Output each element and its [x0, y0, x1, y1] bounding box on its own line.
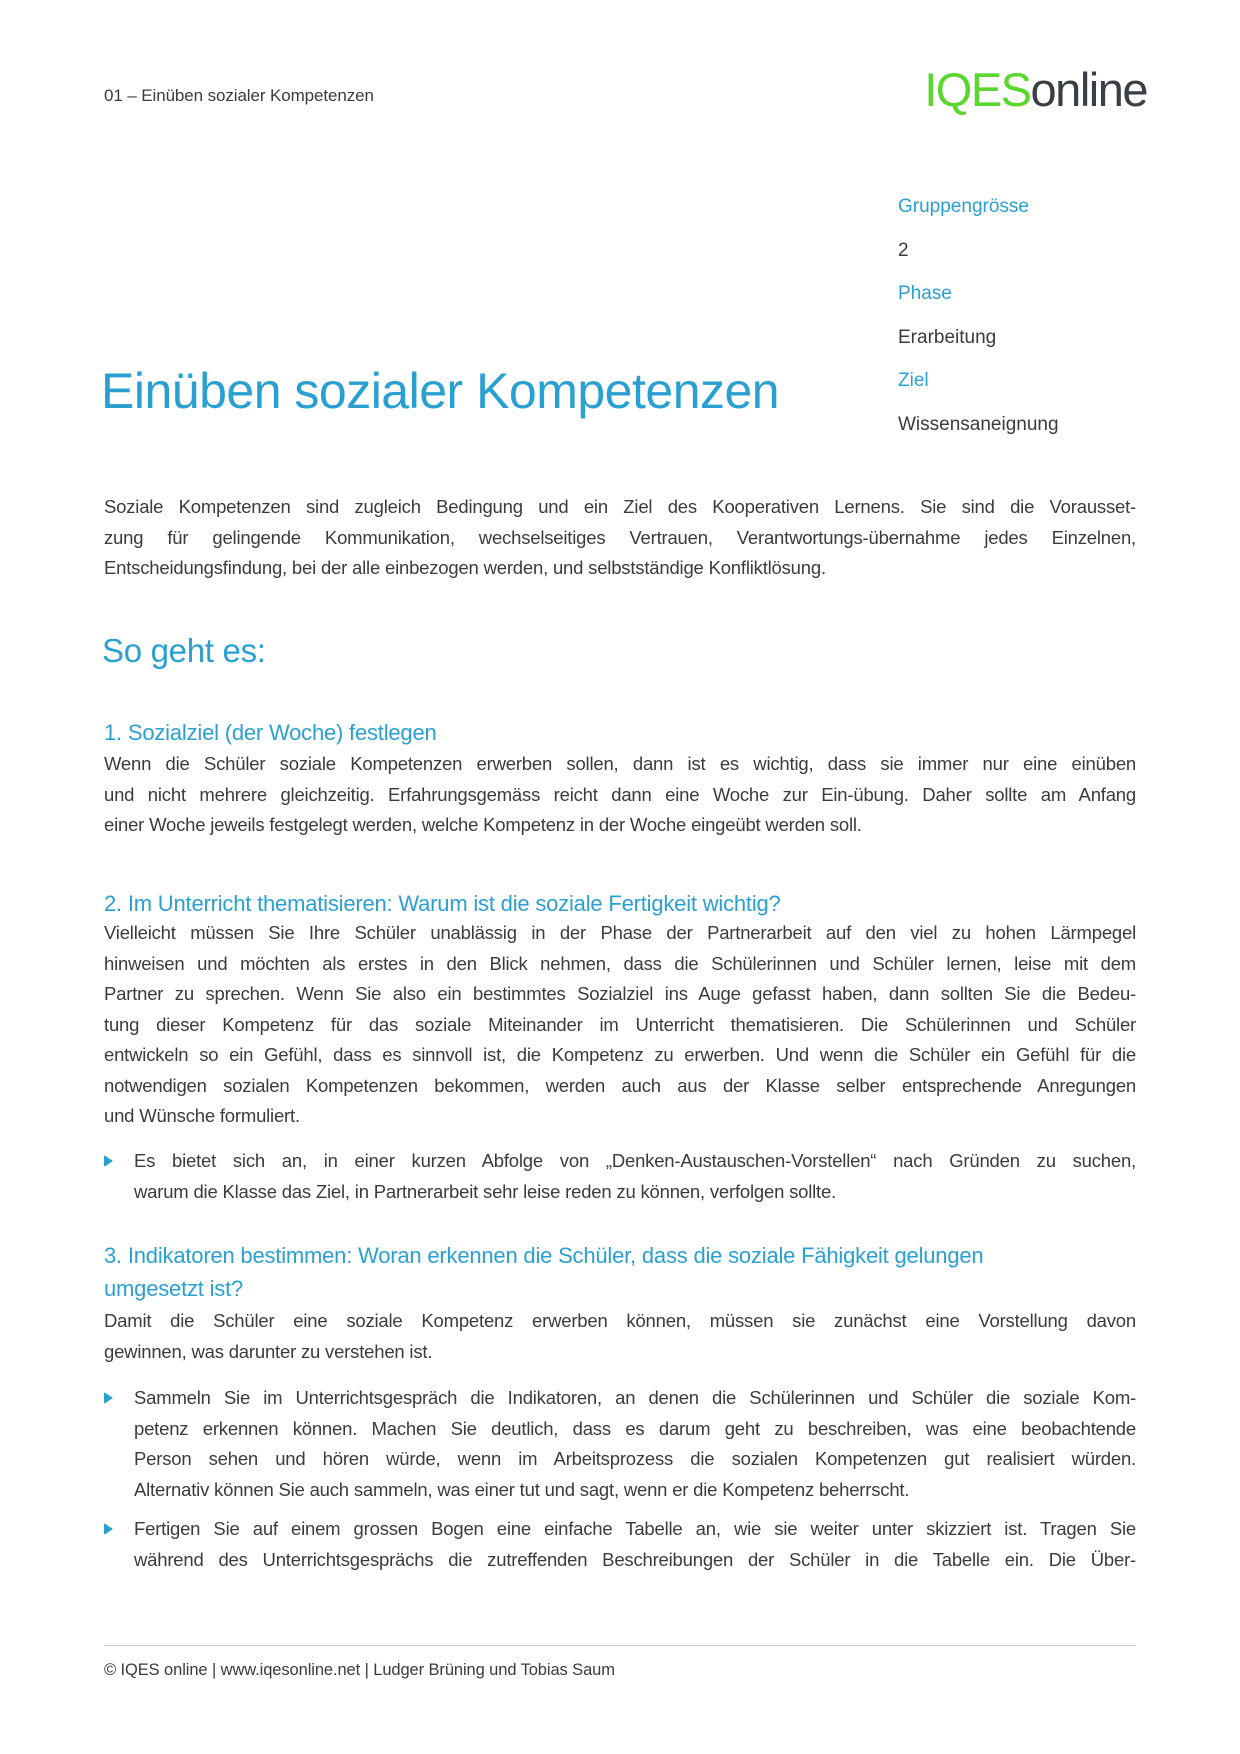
intro-paragraph: Soziale Kompetenzen sind zugleich Bedingung und ein Ziel des Kooperativen Lernens. Sie sind die Vorausset- zung für gelingende Kommunikation, wechselseitiges Vertrauen, Verantwortungs-übernahme jedes Einzelnen, Entscheidungsfindung, bei der alle einbezogen werden, und selbstständige Konfliktlösung. [104, 496, 1136, 578]
logo-text-iqes: IQES [924, 63, 1031, 116]
iqes-online-logo [924, 62, 1147, 117]
page-title: Einüben sozialer Kompetenzen [101, 363, 780, 419]
meta-label-phase: Phase [898, 283, 952, 304]
section-3-bullet-item-2 [104, 1514, 1136, 1575]
logo-text-online: online [1030, 63, 1147, 116]
section-3-bullet-item-1 [104, 1383, 1136, 1505]
footer-divider [104, 1645, 1136, 1646]
bullet-text: Fertigen Sie auf einem grossen Bogen eine einfache Tabelle an, wie sie weiter unter skizziert ist. Tragen Sie während des Unterrichtsgesprächs die zutreffenden Beschreibungen der Schüler in die Tabelle ein. Die Über- [134, 1518, 1136, 1570]
footer-copyright: © IQES online | www.iqesonline.net | Ludger Brüning und Tobias Saum [104, 1661, 615, 1679]
meta-value-gruppengroesse: 2 [898, 239, 909, 261]
bullet-arrow-icon [104, 1383, 134, 1505]
how-it-works-heading: So geht es: [102, 632, 266, 669]
meta-info-panel [898, 196, 1148, 457]
bullet-text: Sammeln Sie im Unterrichtsgespräch die Indikatoren, an denen die Schülerinnen und Schüler die soziale Kom- petenz erkennen können. Machen Sie deutlich, dass es darum geht zu beschreiben, was eine beobachtende Person sehen und hören würde, wenn im Arbeitsprozess die sozialen Kompetenzen gut realisiert würden. Alternativ können Sie auch sammeln, was einer tut und sagt, wenn er die Kompetenz beherrscht. [134, 1387, 1136, 1500]
bullet-arrow-icon [104, 1146, 134, 1207]
meta-label-gruppengroesse: Gruppengrösse [898, 196, 1029, 217]
bullet-text: Es bietet sich an, in einer kurzen Abfolge von „Denken-Austauschen-Vorstellen“ nach Gründen zu suchen, warum die Klasse das Ziel, in Partnerarbeit sehr leise reden zu können, verfolgen sollte. [134, 1150, 1136, 1202]
section-2-heading: 2. Im Unterricht thematisieren: Warum ist die soziale Fertigkeit wichtig? [104, 891, 781, 916]
meta-value-ziel: Wissensaneignung [898, 413, 1059, 435]
meta-value-phase: Erarbeitung [898, 326, 997, 348]
document-header-title: 01 – Einüben sozialer Kompetenzen [104, 86, 374, 105]
section-2-paragraph: Vielleicht müssen Sie Ihre Schüler unablässig in der Phase der Partnerarbeit auf den viel zu hohen Lärmpegel hinweisen und möchten als erstes in den Blick nehmen, dass die Schülerinnen und Schüler lernen, leise mit dem Partner zu sprechen. Wenn Sie also ein bestimmtes Sozialziel ins Auge gefasst haben, dann sollten Sie die Bedeu- tung dieser Kompetenz für das soziale Miteinander im Unterricht thematisieren. Die Schülerinnen und Schüler entwickeln so ein Gefühl, dass es sinnvoll ist, die Kompetenz zu erwerben. Und wenn die Schüler ein Gefühl für die notwendigen sozialen Kompetenzen bekommen, werden auch aus der Klasse selber entsprechende Anregungen und Wünsche formuliert. [104, 922, 1136, 1126]
section-1-heading: 1. Sozialziel (der Woche) festlegen [104, 720, 437, 745]
section-3-heading: 3. Indikatoren bestimmen: Woran erkennen die Schüler, dass die soziale Fähigkeit gelungen umgesetzt ist? [104, 1243, 984, 1301]
section-2-bullet-item [104, 1146, 1136, 1207]
section-3-paragraph: Damit die Schüler eine soziale Kompetenz erwerben können, müssen sie zunächst eine Vorstellung davon gewinnen, was darunter zu verstehen ist. [104, 1310, 1136, 1362]
bullet-arrow-icon [104, 1514, 134, 1575]
meta-label-ziel: Ziel [898, 370, 929, 391]
section-1-paragraph: Wenn die Schüler soziale Kompetenzen erwerben sollen, dann ist es wichtig, dass sie immer nur eine einüben und nicht mehrere gleichzeitig. Erfahrungsgemäss reicht dann eine Woche zur Ein-übung. Daher sollte am Anfang einer Woche jeweils festgelegt werden, welche Kompetenz in der Woche eingeübt werden soll. [104, 753, 1136, 835]
